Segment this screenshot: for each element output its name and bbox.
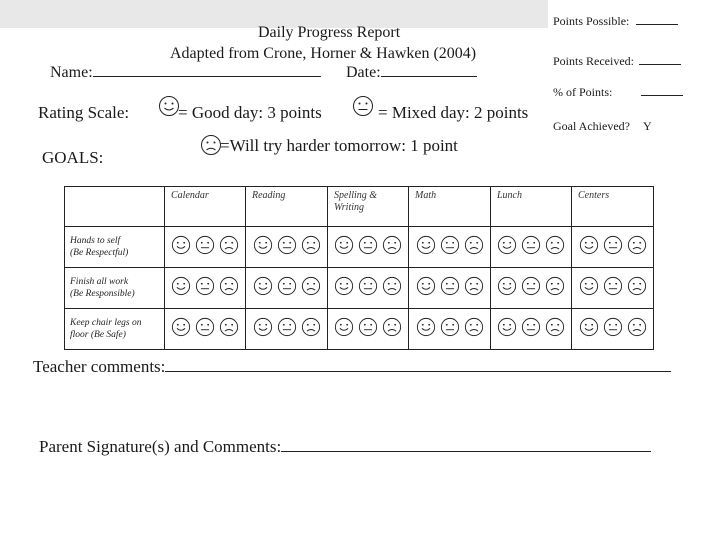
goal-achieved-value[interactable]: Y — [642, 119, 652, 133]
date-field[interactable] — [346, 64, 477, 82]
rating-cell[interactable] — [409, 268, 491, 309]
column-header: Spelling & Writing — [328, 187, 409, 227]
smiley-face-icon[interactable] — [579, 276, 599, 296]
neutral-face-icon[interactable] — [440, 276, 460, 296]
neutral-face-icon[interactable] — [195, 235, 215, 255]
frown-face-icon[interactable] — [627, 235, 647, 255]
smiley-face-icon[interactable] — [497, 317, 517, 337]
neutral-face-icon[interactable] — [358, 276, 378, 296]
smiley-face-icon[interactable] — [416, 317, 436, 337]
rating-cell[interactable] — [409, 309, 491, 350]
frown-face-icon[interactable] — [545, 276, 565, 296]
neutral-face-icon[interactable] — [521, 235, 541, 255]
parent-signature-blank[interactable] — [281, 450, 651, 452]
smiley-face-icon[interactable] — [253, 276, 273, 296]
neutral-face-icon[interactable] — [358, 317, 378, 337]
frown-face-icon[interactable] — [382, 235, 402, 255]
neutral-face-icon[interactable] — [521, 276, 541, 296]
rating-cell[interactable] — [165, 268, 246, 309]
frown-face-icon[interactable] — [464, 276, 484, 296]
frown-face-icon — [200, 134, 222, 161]
name-field[interactable] — [50, 64, 321, 82]
rating-cell[interactable] — [165, 227, 246, 268]
rating-cell[interactable] — [409, 227, 491, 268]
smiley-face-icon[interactable] — [171, 276, 191, 296]
rating-cell[interactable] — [165, 309, 246, 350]
table-row — [65, 227, 654, 268]
smiley-face-icon[interactable] — [497, 235, 517, 255]
rating-cell[interactable] — [572, 227, 654, 268]
rating-cell[interactable] — [491, 227, 572, 268]
rating-cell[interactable] — [328, 227, 409, 268]
neutral-face-icon[interactable] — [603, 317, 623, 337]
rating-cell[interactable] — [572, 309, 654, 350]
frown-face-icon[interactable] — [219, 317, 239, 337]
smiley-face-icon[interactable] — [497, 276, 517, 296]
smiley-face-icon[interactable] — [171, 317, 191, 337]
rating-good-text: = Good day: 3 points — [178, 103, 322, 122]
table-row — [65, 268, 654, 309]
date-blank[interactable] — [381, 75, 477, 77]
neutral-face-icon[interactable] — [195, 317, 215, 337]
smiley-face-icon[interactable] — [334, 317, 354, 337]
neutral-face-icon[interactable] — [277, 276, 297, 296]
points-received-label: Points Received: — [553, 54, 634, 68]
neutral-face-icon — [352, 95, 374, 122]
neutral-face-icon[interactable] — [603, 276, 623, 296]
row-label: Finish all work (Be Responsible) — [65, 268, 165, 309]
smiley-face-icon[interactable] — [416, 276, 436, 296]
neutral-face-icon[interactable] — [521, 317, 541, 337]
smiley-face-icon[interactable] — [171, 235, 191, 255]
neutral-face-icon[interactable] — [195, 276, 215, 296]
teacher-comments-blank[interactable] — [165, 370, 671, 372]
points-possible-field[interactable] — [553, 14, 678, 29]
report-subtitle: Adapted from Crone, Horner & Hawken (2004) — [170, 45, 477, 62]
points-received-field[interactable] — [553, 54, 681, 69]
neutral-face-icon[interactable] — [440, 317, 460, 337]
row-label: Hands to self (Be Respectful) — [65, 227, 165, 268]
column-header: Reading — [246, 187, 328, 227]
frown-face-icon[interactable] — [627, 317, 647, 337]
neutral-face-icon[interactable] — [603, 235, 623, 255]
row-label: Keep chair legs on floor (Be Safe) — [65, 309, 165, 350]
rating-mixed-text: = Mixed day: 2 points — [378, 103, 529, 122]
rating-cell[interactable] — [328, 309, 409, 350]
goals-label: GOALS: — [42, 148, 104, 167]
column-header: Calendar — [165, 187, 246, 227]
smiley-face-icon — [158, 95, 180, 122]
rating-cell[interactable] — [246, 227, 328, 268]
goals-table — [64, 186, 654, 350]
name-label: Name: — [50, 64, 93, 81]
rating-scale-label: Rating Scale: — [38, 103, 130, 122]
column-header: Math — [409, 187, 491, 227]
frown-face-icon[interactable] — [464, 317, 484, 337]
rating-cell[interactable] — [572, 268, 654, 309]
goal-achieved-field — [553, 119, 652, 134]
report-title: Daily Progress Report — [258, 24, 401, 41]
percent-points-field[interactable] — [553, 85, 683, 100]
frown-face-icon[interactable] — [219, 276, 239, 296]
frown-face-icon[interactable] — [301, 276, 321, 296]
frown-face-icon[interactable] — [545, 317, 565, 337]
smiley-face-icon[interactable] — [416, 235, 436, 255]
frown-face-icon[interactable] — [219, 235, 239, 255]
frown-face-icon[interactable] — [301, 317, 321, 337]
parent-signature-field[interactable] — [39, 437, 651, 457]
smiley-face-icon[interactable] — [253, 235, 273, 255]
frown-face-icon[interactable] — [545, 235, 565, 255]
percent-points-blank[interactable] — [641, 94, 683, 96]
parent-signature-label: Parent Signature(s) and Comments: — [39, 437, 282, 456]
neutral-face-icon[interactable] — [277, 235, 297, 255]
frown-face-icon[interactable] — [382, 276, 402, 296]
rating-cell[interactable] — [328, 268, 409, 309]
frown-face-icon[interactable] — [627, 276, 647, 296]
name-blank[interactable] — [93, 75, 321, 77]
table-corner-cell — [65, 187, 165, 227]
teacher-comments-label: Teacher comments: — [33, 357, 166, 376]
rating-cell[interactable] — [246, 268, 328, 309]
frown-face-icon[interactable] — [382, 317, 402, 337]
table-header-row — [65, 187, 654, 227]
frown-face-icon[interactable] — [464, 235, 484, 255]
column-header: Lunch — [491, 187, 572, 227]
neutral-face-icon[interactable] — [277, 317, 297, 337]
points-received-blank[interactable] — [639, 63, 681, 65]
smiley-face-icon[interactable] — [579, 235, 599, 255]
smiley-face-icon[interactable] — [253, 317, 273, 337]
smiley-face-icon[interactable] — [579, 317, 599, 337]
frown-face-icon[interactable] — [301, 235, 321, 255]
goal-achieved-label: Goal Achieved? — [553, 119, 630, 133]
rating-cell[interactable] — [491, 309, 572, 350]
points-possible-blank[interactable] — [636, 23, 678, 25]
smiley-face-icon[interactable] — [334, 276, 354, 296]
date-label: Date: — [346, 64, 381, 81]
rating-cell[interactable] — [491, 268, 572, 309]
rating-try-text: =Will try harder tomorrow: 1 point — [220, 136, 458, 155]
column-header: Centers — [572, 187, 654, 227]
smiley-face-icon[interactable] — [334, 235, 354, 255]
neutral-face-icon[interactable] — [358, 235, 378, 255]
rating-cell[interactable] — [246, 309, 328, 350]
points-possible-label: Points Possible: — [553, 14, 630, 28]
neutral-face-icon[interactable] — [440, 235, 460, 255]
teacher-comments-field[interactable] — [33, 357, 671, 377]
table-row — [65, 309, 654, 350]
percent-points-label: % of Points: — [553, 85, 613, 99]
